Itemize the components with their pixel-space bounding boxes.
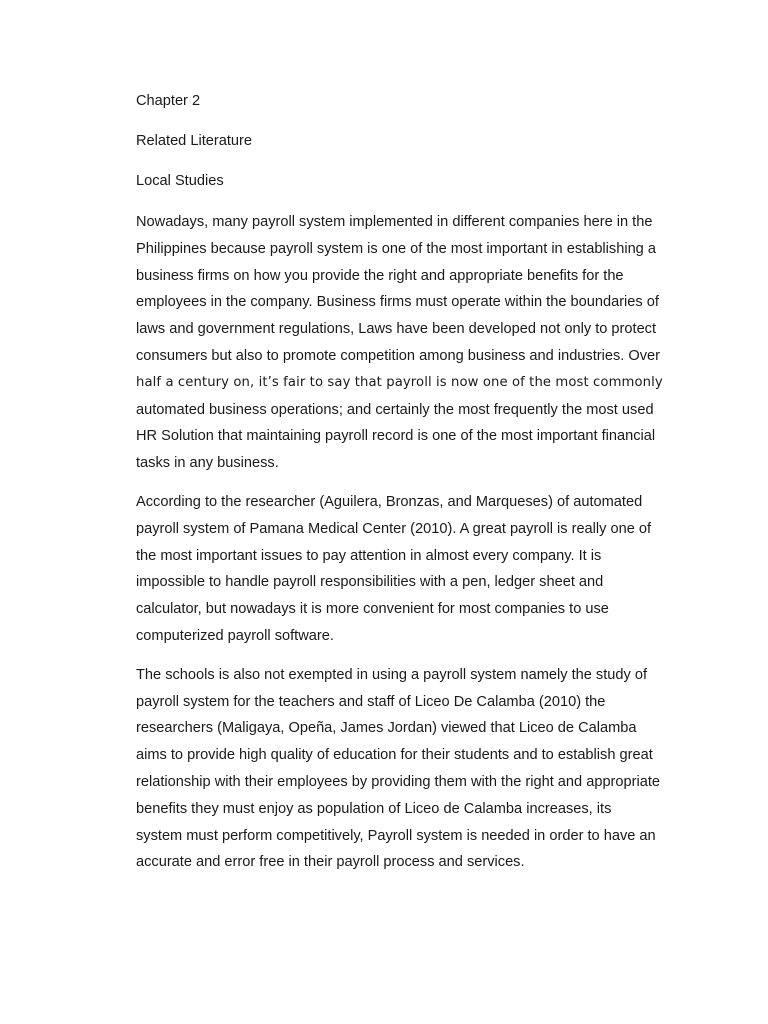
paragraph-line: Nowadays, many payroll system implemented in different companies here in the bbox=[136, 214, 653, 230]
paragraph-line: impossible to handle payroll responsibilities with a pen, ledger sheet and bbox=[136, 574, 604, 591]
section-heading: Related Literature bbox=[136, 133, 253, 149]
paragraph-line: calculator, but nowadays it is more convenient for most companies to use bbox=[136, 601, 609, 618]
paragraph-line: researchers (Maligaya, Opeña, James Jordan) viewed that Liceo de Calamba bbox=[136, 720, 637, 737]
paragraph-line: laws and government regulations, Laws have been developed not only to protect bbox=[136, 321, 657, 338]
paragraph-line: the most important issues to pay attention in almost every company. It is bbox=[136, 547, 602, 564]
paragraph-according bbox=[136, 489, 684, 650]
paragraph-line: payroll system of Pamana Medical Center (2010). A great payroll is really one of bbox=[136, 520, 652, 537]
paragraph-line: system must perform competitively, Payroll system is needed in order to have an bbox=[136, 827, 656, 844]
paragraph-line: accurate and error free in their payroll process and services. bbox=[136, 854, 525, 871]
paragraph-line: automated business operations; and certainly the most frequently the most used bbox=[136, 401, 654, 418]
paragraph-line: According to the researcher (Aguilera, Bronzas, and Marqueses) of automated bbox=[136, 493, 643, 510]
paragraph-line: Philippines because payroll system is one of the most important in establishing a bbox=[136, 240, 656, 257]
paragraph-line: half a century on, it’s fair to say that payroll is now one of the most commonly bbox=[136, 374, 663, 390]
paragraph-line: HR Solution that maintaining payroll record is one of the most important financial bbox=[136, 428, 656, 445]
chapter-heading: Chapter 2 bbox=[136, 93, 201, 109]
paragraph-line: relationship with their employees by providing them with the right and appropriate bbox=[136, 773, 661, 790]
paragraph-nowadays bbox=[136, 209, 684, 477]
paragraph-line: benefits they must enjoy as population of Liceo de Calamba increases, its bbox=[136, 800, 612, 817]
paragraph-schools bbox=[136, 662, 684, 876]
paragraph-line: consumers but also to promote competition among business and industries. Over bbox=[136, 347, 661, 364]
paragraph-line: The schools is also not exempted in using a payroll system namely the study of bbox=[136, 666, 648, 683]
paragraph-line: computerized payroll software. bbox=[136, 627, 334, 644]
document-body bbox=[136, 89, 684, 876]
subsection-heading: Local Studies bbox=[136, 173, 224, 189]
paragraph-line: business firms on how you provide the right and appropriate benefits for the bbox=[136, 267, 624, 284]
paragraph-line: payroll system for the teachers and staff of Liceo De Calamba (2010) the bbox=[136, 693, 606, 710]
paragraph-line: tasks in any business. bbox=[136, 455, 279, 472]
paragraph-line: employees in the company. Business firms must operate within the boundaries of bbox=[136, 294, 659, 311]
paragraph-line: aims to provide high quality of education for their students and to establish great bbox=[136, 747, 653, 764]
